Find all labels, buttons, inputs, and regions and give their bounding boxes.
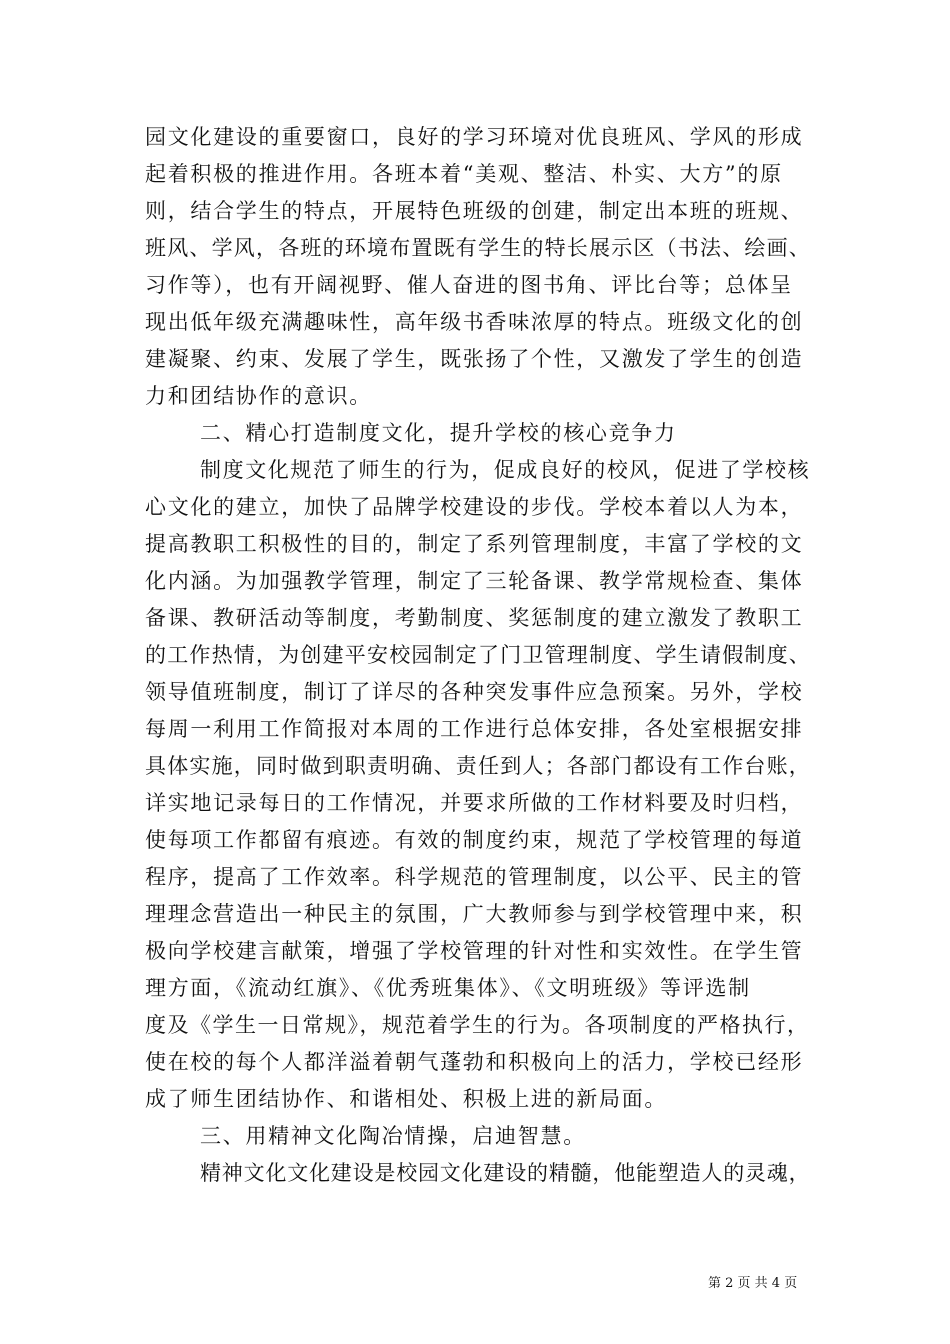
section-heading: 二、精心打造制度文化，提升学校的核心竞争力 [200,421,677,445]
text-line: 提高教职工积极性的目的，制定了系列管理制度，丰富了学校的文 [145,532,804,556]
text-line: 理理念营造出一种民主的氛围，广大教师参与到学校管理中来，积 [145,902,804,926]
text-line: 理方面，《流动红旗》、《优秀班集体》、《文明班级》等评选制 [145,976,751,1000]
page-number: 第 2 页 共 4 页 [708,1276,798,1291]
text-line: 园文化建设的重要窗口，良好的学习环境对优良班风、学风的形成 [145,125,804,149]
text-line: 精神文化文化建设是校园文化建设的精髓，他能塑造人的灵魂， [200,1161,811,1185]
text-line: 化内涵。为加强教学管理，制定了三轮备课、教学常规检查、集体 [145,569,804,593]
text-line: 使每项工作都留有痕迹。有效的制度约束，规范了学校管理的每道 [145,828,804,852]
text-line: 班风、学风，各班的环境布置既有学生的特长展示区（书法、绘画、 [145,236,811,260]
text-line: 的工作热情，为创建平安校园制定了门卫管理制度、学生请假制度、 [145,643,811,667]
section-heading: 三、用精神文化陶冶情操，启迪智慧。 [200,1124,586,1148]
text-line: 则，结合学生的特点，开展特色班级的创建，制定出本班的班规、 [145,199,804,223]
text-line: 具体实施，同时做到职责明确、责任到人；各部门都设有工作台账， [145,754,811,778]
text-line: 力和团结协作的意识。 [145,384,372,408]
text-line: 备课、教研活动等制度，考勤制度、奖惩制度的建立激发了教职工 [145,606,804,630]
text-line: 详实地记录每日的工作情况，并要求所做的工作材料要及时归档， [145,791,804,815]
text-line: 极向学校建言献策，增强了学校管理的针对性和实效性。在学生管 [145,939,804,963]
text-line: 成了师生团结协作、和谐相处、积极上进的新局面。 [145,1087,668,1111]
text-line: 心文化的建立，加快了品牌学校建设的步伐。学校本着以人为本， [145,495,804,519]
text-line: 每周一利用工作简报对本周的工作进行总体安排，各处室根据安排 [145,717,804,741]
text-line: 现出低年级充满趣味性，高年级书香味浓厚的特点。班级文化的创 [145,310,804,334]
text-line: 起着积极的推进作用。各班本着“美观、整洁、朴实、大方”的原 [145,162,783,186]
text-line: 使在校的每个人都洋溢着朝气蓬勃和积极向上的活力，学校已经形 [145,1050,804,1074]
text-line: 度及《学生一日常规》，规范着学生的行为。各项制度的严格执行， [145,1013,810,1037]
text-line: 领导值班制度，制订了详尽的各种突发事件应急预案。另外，学校 [145,680,804,704]
text-line: 建凝聚、约束、发展了学生，既张扬了个性，又激发了学生的创造 [145,347,804,371]
text-line: 制度文化规范了师生的行为，促成良好的校风，促进了学校核 [200,458,811,482]
text-line: 程序，提高了工作效率。科学规范的管理制度，以公平、民主的管 [145,865,804,889]
text-line: 习作等），也有开阔视野、催人奋进的图书角、评比台等；总体呈 [145,273,793,297]
